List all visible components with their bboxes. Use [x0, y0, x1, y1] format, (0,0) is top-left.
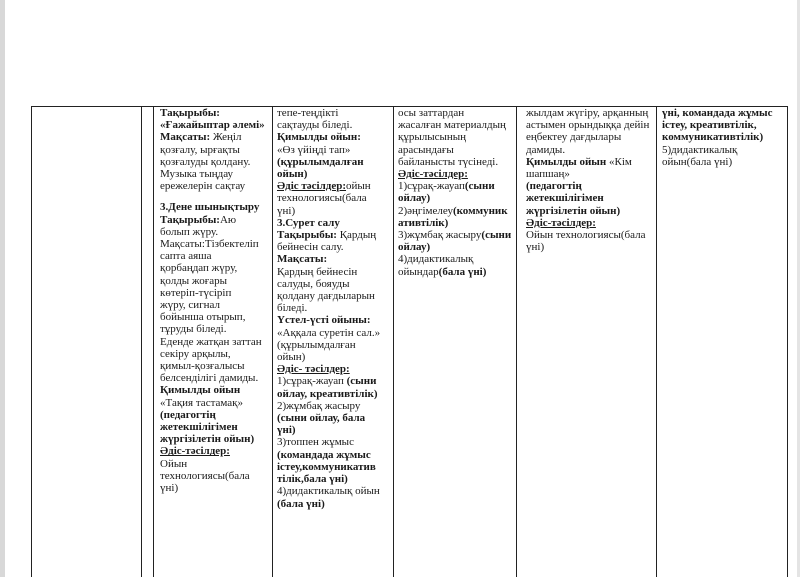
- text-line: [277, 375, 393, 387]
- text-line-main: тұруды біледі.: [160, 323, 227, 336]
- text-line: [277, 192, 393, 204]
- text-line: [160, 336, 272, 348]
- text-line-main: 3)топпен жұмыс: [277, 436, 354, 449]
- text-line-main: ойындар: [398, 265, 439, 278]
- text-line: [160, 156, 272, 168]
- text-line-main: салуды, бояуды: [277, 277, 350, 290]
- text-line-main: 2)жұмбақ жасыру: [277, 399, 361, 412]
- text-line-main: істеу,коммуникатив: [277, 460, 376, 473]
- text-line-main: ережелерін сақтау: [160, 180, 246, 193]
- text-line: [277, 253, 393, 265]
- text-line-inline-bold: (сыни: [481, 229, 512, 242]
- text-line: [160, 214, 272, 226]
- text-line-main: жасалған материалдың: [398, 119, 506, 132]
- text-line: [160, 180, 272, 192]
- text-line: [277, 205, 393, 217]
- cell-col4: [277, 107, 393, 577]
- col-divider-1: [141, 106, 142, 577]
- text-line: [277, 229, 393, 241]
- text-line-main: қимыл-қозғалысы: [160, 360, 245, 373]
- text-line: [160, 360, 272, 372]
- text-line: [160, 409, 272, 421]
- text-line-main: қорбаңдап жүру,: [160, 262, 238, 275]
- text-line: [277, 156, 393, 168]
- text-line-main: (сыни ойлау, бала: [277, 412, 366, 425]
- text-line: [160, 384, 272, 396]
- text-line: [526, 192, 656, 204]
- text-line-main: үні): [277, 424, 296, 437]
- text-line-main: 4)дидактикалық ойын: [277, 485, 380, 498]
- text-line: [160, 238, 272, 250]
- text-line: [277, 412, 393, 424]
- text-line-main: жылдам жүгіру, арқанның: [526, 107, 649, 119]
- text-line: [277, 241, 393, 253]
- text-line: [160, 262, 272, 274]
- text-line: [526, 144, 656, 156]
- text-line: [160, 445, 272, 457]
- text-line: [277, 339, 393, 351]
- text-line-main: біледі.: [277, 302, 308, 315]
- text-line: [277, 400, 393, 412]
- table-left-border: [31, 106, 32, 577]
- text-line-main: Әдіс-тәсілдер:: [160, 445, 230, 458]
- text-line-main: бейнесін салу.: [277, 241, 344, 254]
- text-line-main: ойын(бала үні): [662, 155, 733, 168]
- text-line: [526, 217, 656, 229]
- scan-shadow-left: [0, 0, 5, 577]
- text-line: [277, 290, 393, 302]
- cell-col3: [160, 107, 272, 577]
- text-line: [160, 433, 272, 445]
- text-line: [662, 107, 787, 119]
- text-line-main: Әдіс-тәсілдер:: [526, 216, 596, 229]
- col-divider-2: [153, 106, 154, 577]
- text-line-inline: «Кім: [606, 155, 632, 168]
- text-line: [526, 241, 656, 253]
- text-line: [277, 144, 393, 156]
- text-line-main: Ойын технологиясы(бала: [526, 229, 646, 242]
- text-line: [662, 131, 787, 143]
- text-line: [526, 119, 656, 131]
- text-line: [277, 131, 393, 143]
- text-line: [277, 498, 393, 510]
- text-line: [398, 217, 516, 229]
- text-line: [398, 266, 516, 278]
- text-line: [277, 314, 393, 326]
- table-right-border: [787, 106, 788, 577]
- text-line: [526, 205, 656, 217]
- text-line-main: Мақсаты:: [160, 131, 211, 144]
- text-line-main: 4)дидактикалық: [398, 253, 474, 266]
- col-divider-6: [656, 106, 657, 577]
- text-line-main: секіру арқылы,: [160, 347, 231, 360]
- text-line-inline-bold: (сыни: [346, 375, 377, 388]
- text-line-main: қозғалуды қолдану.: [160, 155, 251, 168]
- text-line-main: жүру, сигнал: [160, 299, 220, 312]
- text-line-main: Қимылды ойын:: [277, 131, 361, 144]
- text-line: [277, 217, 393, 229]
- text-line-main: (педагогтің: [526, 180, 582, 193]
- text-line-main: жетекшілігімен: [160, 421, 238, 434]
- text-line-main: (бала үні): [277, 497, 325, 510]
- text-line-main: 1)сұрақ-жауап: [277, 375, 347, 388]
- text-line-main: технологиясы(бала: [160, 469, 250, 482]
- text-line-inline-bold: (коммуник: [452, 204, 508, 217]
- text-line: [662, 156, 787, 168]
- text-line-main: қолдану дағдыларын: [277, 290, 375, 303]
- text-line: [277, 351, 393, 363]
- text-line-main: үні): [277, 204, 296, 217]
- text-line-main: жүргізілетін ойын): [160, 433, 255, 446]
- text-line-main: Қардың бейнесін: [277, 265, 358, 278]
- text-line: [398, 205, 516, 217]
- text-line-main: бойынша отырып,: [160, 311, 246, 324]
- text-line-main: 3.Сурет салу: [277, 216, 340, 229]
- text-line: [160, 275, 272, 287]
- text-line: [526, 131, 656, 143]
- text-line: [398, 156, 516, 168]
- text-line-main: дамиды.: [526, 143, 566, 156]
- text-line: [277, 473, 393, 485]
- text-line: [398, 253, 516, 265]
- cell-col7: [662, 107, 787, 577]
- text-line: [160, 311, 272, 323]
- text-line: [662, 144, 787, 156]
- text-line: [277, 485, 393, 497]
- text-line: [160, 397, 272, 409]
- text-line-main: Еденде жатқан заттан: [160, 335, 262, 348]
- text-line: [526, 180, 656, 192]
- text-line-main: байланысты түсінеді.: [398, 155, 499, 168]
- text-line-main: көтеріп-түсіріп: [160, 286, 232, 299]
- text-line: [277, 278, 393, 290]
- text-line: [160, 421, 272, 433]
- text-line: [277, 266, 393, 278]
- text-line-main: 1)сұрақ-жауап: [398, 180, 465, 193]
- text-line-main: Мақсаты:Тізбектеліп: [160, 238, 259, 251]
- text-line-main: астымен орындыққа дейін: [526, 119, 650, 132]
- text-line-inline-bold: (сыни: [464, 180, 495, 193]
- col-divider-3: [272, 106, 273, 577]
- text-line-main: Тақырыбы:: [277, 229, 337, 242]
- text-line: [277, 119, 393, 131]
- text-line: [398, 131, 516, 143]
- text-line: [160, 144, 272, 156]
- text-line: [160, 226, 272, 238]
- text-line: [398, 241, 516, 253]
- text-line-inline: Қардың: [336, 229, 377, 242]
- text-line-main: (құрылымдалған: [277, 155, 364, 168]
- text-line-main: тепе-теңдікті: [277, 107, 339, 119]
- col-divider-5: [516, 106, 517, 577]
- text-line-main: (құрылымдалған: [277, 338, 356, 351]
- text-line-main: Қимылды ойын: [526, 155, 607, 168]
- text-line-main: шапшаң»: [526, 168, 570, 181]
- text-line-main: үні): [160, 482, 179, 495]
- text-line: [398, 229, 516, 241]
- text-line: [526, 156, 656, 168]
- text-line-main: тілік,бала үні): [277, 473, 348, 486]
- text-line-main: Тақырыбы:: [160, 107, 220, 119]
- text-line-main: (педагогтің: [160, 408, 216, 421]
- text-line-main: «Ғажайыптар әлемі»: [160, 119, 265, 132]
- text-line: [277, 363, 393, 375]
- text-line-main: «Өз үйіңді тап»: [277, 143, 351, 156]
- text-line: [277, 107, 393, 119]
- text-line-main: Әдіс-тәсілдер:: [398, 168, 468, 181]
- text-line: [160, 119, 272, 131]
- text-line-main: осы заттардан: [398, 107, 465, 119]
- text-line: [277, 180, 393, 192]
- text-line: [398, 192, 516, 204]
- text-line-main: үні): [526, 241, 545, 254]
- text-line-main: ативтілік): [398, 216, 449, 229]
- text-line: [160, 372, 272, 384]
- text-line: [160, 458, 272, 470]
- text-line: [526, 107, 656, 119]
- text-line-main: ойлау, креативтілік): [277, 387, 378, 400]
- text-line-main: ойлау): [398, 192, 431, 205]
- text-line: [160, 107, 272, 119]
- line-spacer: [160, 192, 272, 201]
- text-line: [277, 327, 393, 339]
- text-line-inline: Аю: [219, 213, 237, 226]
- text-line: [160, 168, 272, 180]
- text-line: [160, 131, 272, 143]
- text-line-main: ойын): [277, 168, 308, 181]
- text-line-main: ойын): [277, 351, 306, 364]
- text-line: [160, 482, 272, 494]
- text-line: [662, 119, 787, 131]
- text-line-main: 2)әңгімелеу: [398, 204, 453, 217]
- text-line: [160, 250, 272, 262]
- text-line: [398, 168, 516, 180]
- text-line: [277, 449, 393, 461]
- text-line-main: Мақсаты:: [277, 253, 328, 266]
- text-line: [526, 229, 656, 241]
- text-line-main: 5)дидактикалық: [662, 143, 738, 156]
- text-line-main: үні, командада жұмыс: [662, 107, 773, 119]
- text-line: [160, 348, 272, 360]
- text-line-main: болып жүру.: [160, 225, 219, 238]
- text-line-main: сақтауды біледі.: [277, 119, 353, 132]
- text-line-main: «Тақия тастамақ»: [160, 396, 244, 409]
- text-line: [277, 388, 393, 400]
- text-line-main: коммуникативтілік): [662, 131, 764, 144]
- col-divider-4: [393, 106, 394, 577]
- text-line-main: қозғалу, ырғақты: [160, 143, 240, 156]
- text-line-main: Әдіс- тәсілдер:: [277, 363, 350, 376]
- text-line-main: Қимылды ойын: [160, 384, 241, 397]
- text-line-main: технологиясы(бала: [277, 192, 367, 205]
- text-line-main: «Аққала суретін сал.»: [277, 326, 381, 339]
- text-line-main: 3.Дене шынықтыру: [160, 201, 260, 214]
- text-line-main: еңбектеу дағдылары: [526, 131, 622, 144]
- text-line-main: қолды жоғары: [160, 274, 228, 287]
- text-line: [160, 201, 272, 213]
- text-line-inline: Жеңіл: [210, 131, 242, 144]
- text-line: [398, 119, 516, 131]
- text-line-main: сапта аяша: [160, 250, 212, 263]
- text-line: [398, 180, 516, 192]
- text-line: [160, 299, 272, 311]
- text-line-inline: ойын: [346, 180, 371, 193]
- text-line: [398, 144, 516, 156]
- cell-col6: [526, 107, 656, 577]
- text-line: [160, 470, 272, 482]
- text-line: [277, 302, 393, 314]
- text-line: [160, 287, 272, 299]
- text-line: [160, 323, 272, 335]
- text-line-main: белсенділігі дамиды.: [160, 372, 259, 385]
- text-line-main: (командада жұмыс: [277, 448, 371, 461]
- text-line-main: істеу, креативтілік,: [662, 119, 757, 132]
- text-line-main: құрылысының: [398, 131, 467, 144]
- cell-col5: [398, 107, 516, 577]
- text-line: [277, 436, 393, 448]
- text-line: [277, 424, 393, 436]
- text-line-main: Музыка тыңдау: [160, 168, 234, 181]
- text-line-main: 3)жұмбақ жасыру: [398, 229, 482, 242]
- text-line-main: жетекшілігімен: [526, 192, 604, 205]
- text-line-main: Әдіс тәсілдер:: [277, 180, 347, 193]
- text-line: [398, 107, 516, 119]
- text-line: [277, 461, 393, 473]
- text-line-main: ойлау): [398, 241, 431, 254]
- text-line-main: арасындағы: [398, 143, 454, 156]
- text-line-main: Ойын: [160, 457, 188, 470]
- text-line-main: Үстел-үсті ойыны:: [277, 314, 371, 327]
- text-line-main: Тақырыбы:: [160, 213, 220, 226]
- text-line-main: жүргізілетін ойын): [526, 204, 621, 217]
- text-line-inline-bold: (бала үні): [438, 265, 487, 278]
- text-line: [277, 168, 393, 180]
- text-line: [526, 168, 656, 180]
